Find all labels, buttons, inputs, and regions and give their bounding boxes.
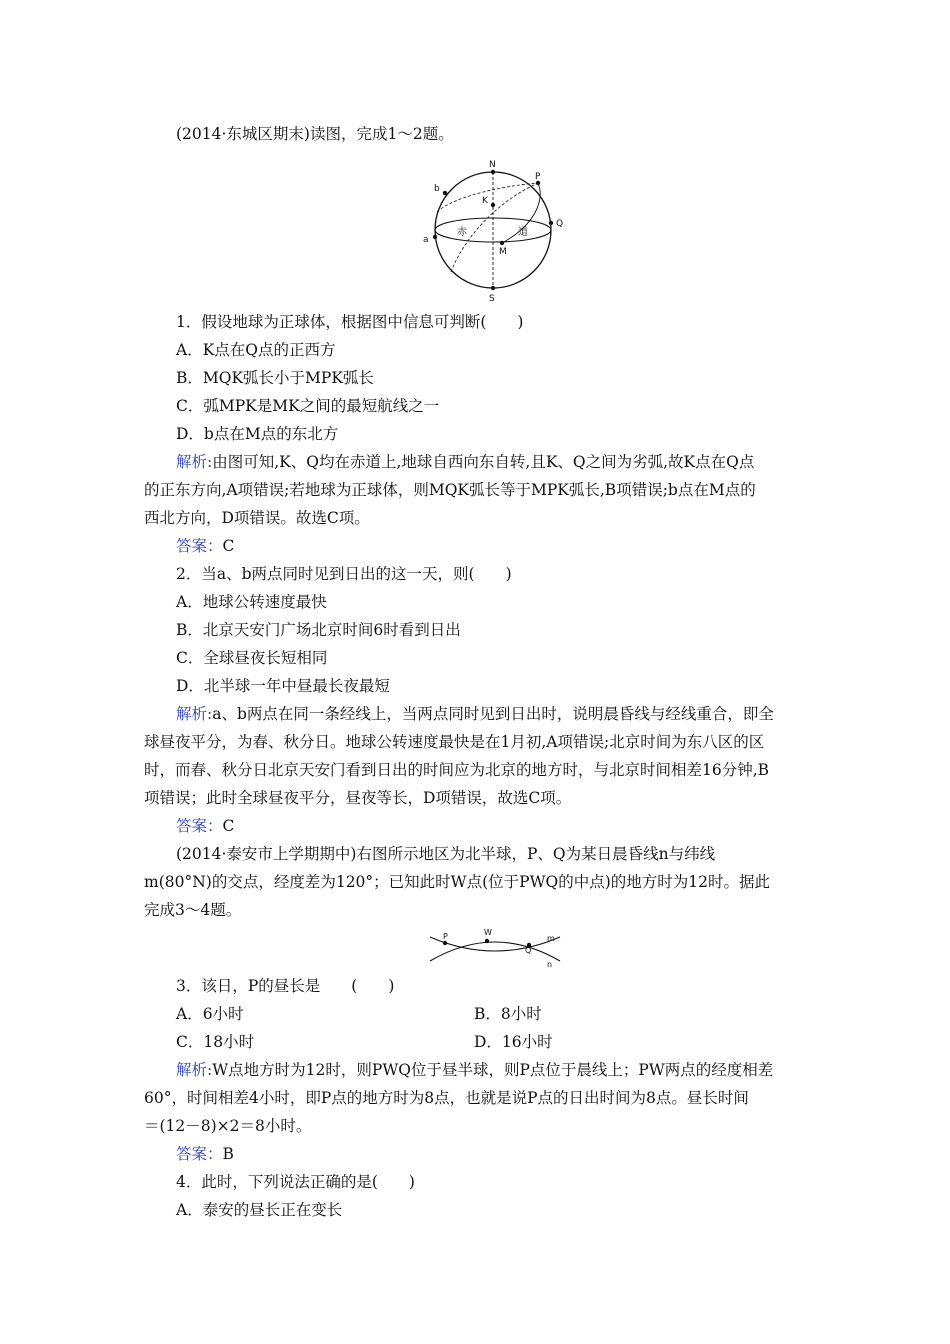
- svg-text:K: K: [482, 196, 488, 206]
- q2-analysis-line-1: 解析:a、b两点在同一条经线上，当两点同时见到日出时，说明晨昏线与经线重合，即全: [176, 705, 774, 723]
- svg-text:Q: Q: [556, 219, 564, 229]
- intro-text-2-line-2: m(80°N)的交点，经度差为120°；已知此时W点(位于PWQ的中点)的地方时为12时。据此: [144, 873, 770, 891]
- q3-answer: 答案：B: [176, 1145, 234, 1163]
- q1-analysis-line-1: 解析:由图可知,K、Q均在赤道上,地球自西向东自转,且K、Q之间为劣弧,故K点在Q点: [176, 453, 755, 471]
- q2-analysis-line-3: 时，而春、秋分日北京天安门看到日出的时间应为北京的地方时，与北京时间相差16分钟,B: [144, 761, 770, 779]
- svg-text:N: N: [489, 160, 496, 170]
- intro-text-2-line-1: (2014·泰安市上学期期中)右图所示地区为北半球，P、Q为某日晨昏线n与纬线: [176, 845, 716, 863]
- q1-option-c: C．弧MPK是MK之间的最短航线之一: [176, 397, 440, 415]
- q2-option-d: D．北半球一年中昼最长夜最短: [176, 677, 390, 695]
- terminator-figure: [425, 925, 565, 970]
- q1-analysis-line-2: 的正东方向,A项错误;若地球为正球体，则MQK弧长等于MPK弧长,B项错误;b点在M点的: [144, 481, 756, 499]
- q3-analysis-line-1: 解析:W点地方时为12时，则PWQ位于昼半球，则P点位于晨线上；PW两点的经度相差: [176, 1061, 774, 1079]
- svg-text:b: b: [434, 184, 440, 194]
- q3-option-d: D．16小时: [474, 1033, 553, 1051]
- q2-option-b: B．北京天安门广场北京时间6时看到日出: [176, 621, 461, 639]
- globe-figure: [415, 155, 575, 305]
- svg-text:P: P: [443, 932, 448, 941]
- svg-text:S: S: [489, 294, 495, 304]
- q2-analysis-line-4: 项错误；此时全球昼夜平分，昼夜等长，D项错误，故选C项。: [144, 789, 572, 807]
- svg-text:m: m: [547, 934, 555, 943]
- q3-analysis-line-3: ＝(12－8)×2＝8小时。: [144, 1117, 312, 1135]
- svg-text:Q: Q: [525, 946, 532, 955]
- q4-stem: 4．此时，下列说法正确的是( ): [176, 1173, 415, 1191]
- svg-text:P: P: [535, 172, 541, 182]
- svg-text:道: 道: [518, 227, 528, 238]
- q3-analysis-line-2: 60°，时间相差4小时，即P点的地方时为8点，也就是说P点的日出时间为8点。昼长时间: [144, 1089, 749, 1107]
- analysis-label: 解析: [176, 453, 208, 471]
- q1-option-d: D．b点在M点的东北方: [176, 425, 339, 443]
- svg-text:a: a: [423, 235, 429, 245]
- intro-text-1: (2014·东城区期末)读图，完成1～2题。: [176, 125, 454, 143]
- q1-answer: 答案：C: [176, 537, 235, 555]
- q2-analysis-line-2: 球昼夜平分，为春、秋分日。地球公转速度最快是在1月初,A项错误;北京时间为东八区的区: [144, 733, 765, 751]
- svg-text:赤: 赤: [457, 227, 467, 238]
- q4-option-a: A．泰安的昼长正在变长: [176, 1201, 343, 1219]
- q3-option-c: C．18小时: [176, 1033, 255, 1051]
- svg-text:n: n: [547, 960, 553, 969]
- q1-option-a: A．K点在Q点的正西方: [176, 341, 336, 359]
- svg-text:W: W: [484, 928, 492, 937]
- q2-answer: 答案：C: [176, 817, 235, 835]
- q3-option-b: B．8小时: [474, 1005, 542, 1023]
- q1-stem: 1．假设地球为正球体，根据图中信息可判断( ): [176, 313, 524, 331]
- intro-text-2-line-3: 完成3～4题。: [144, 901, 242, 919]
- q3-option-a: A．6小时: [176, 1005, 244, 1023]
- q1-option-b: B．MQK弧长小于MPK弧长: [176, 369, 374, 387]
- q2-option-c: C．全球昼夜长短相同: [176, 649, 328, 667]
- svg-text:M: M: [499, 247, 507, 257]
- q1-analysis-line-3: 西北方向，D项错误。故选C项。: [144, 509, 370, 527]
- q2-option-a: A．地球公转速度最快: [176, 593, 327, 611]
- q3-stem: 3．该日，P的昼长是 ( ): [176, 977, 395, 995]
- q2-stem: 2．当a、b两点同时见到日出的这一天，则( ): [176, 565, 512, 583]
